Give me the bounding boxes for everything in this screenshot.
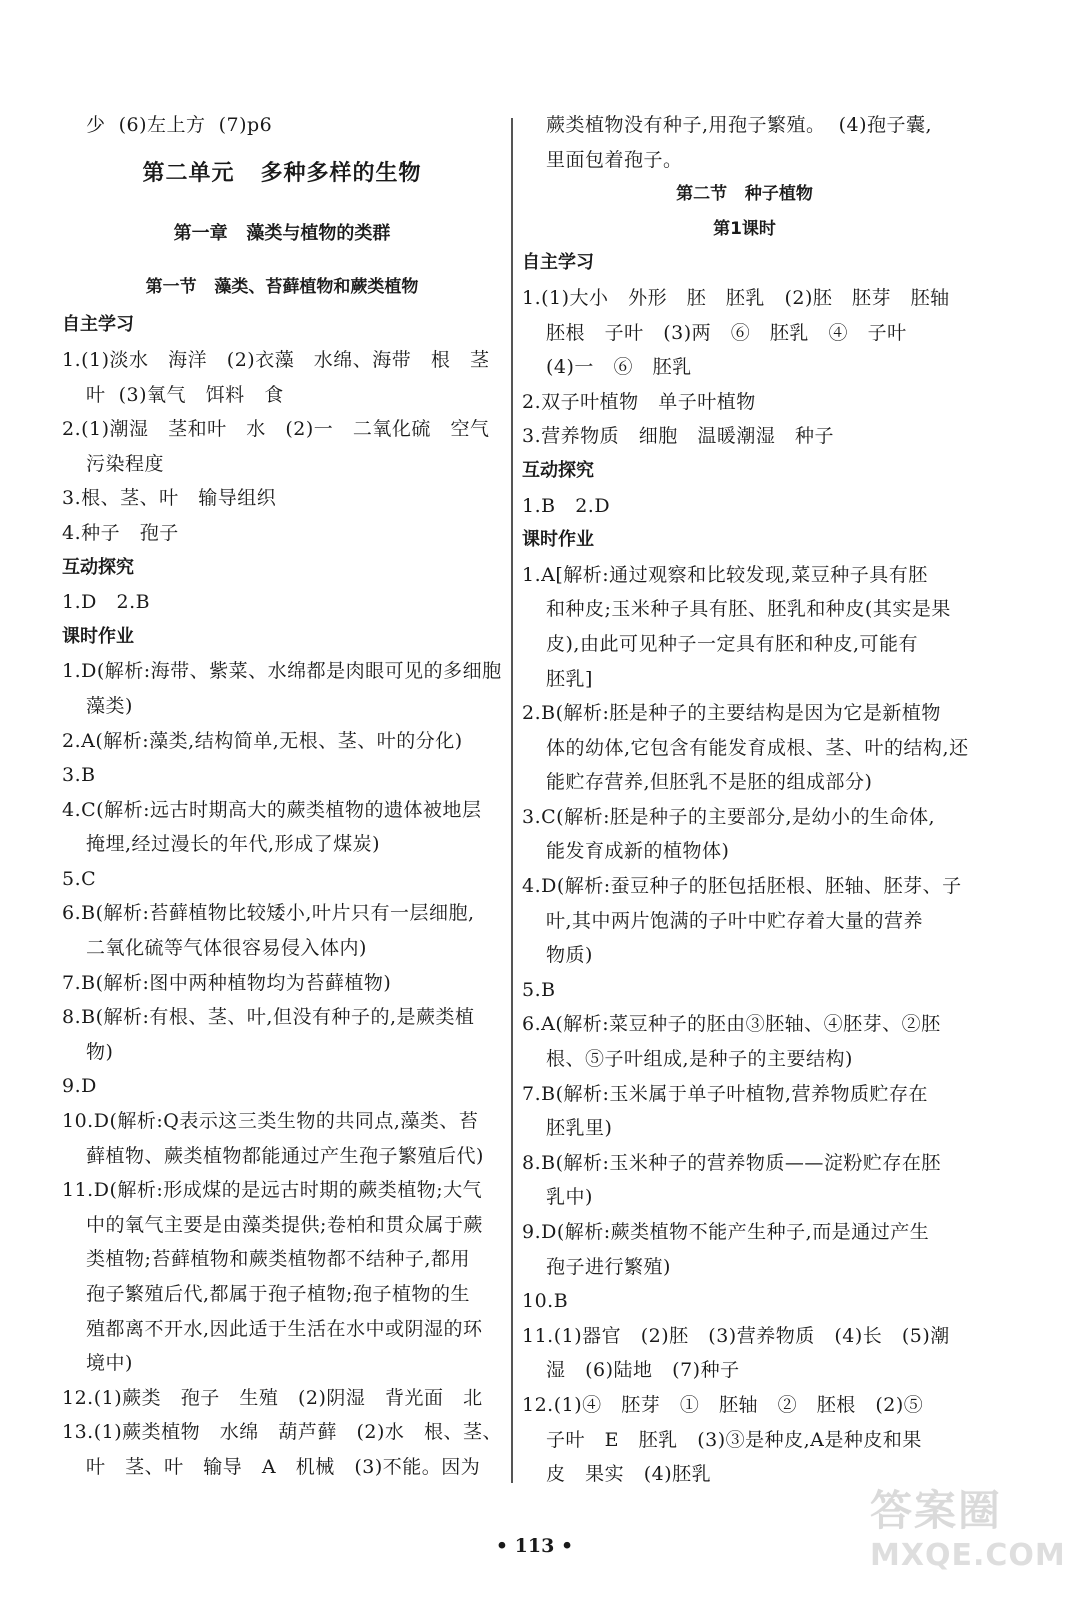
- answer-line: 2.双子叶植物 单子叶植物: [522, 390, 756, 413]
- answer-line: 二氧化硫等气体很容易侵入体内): [86, 937, 367, 960]
- chapter-title: 第一章 藻类与植物的类群: [173, 223, 391, 245]
- answer-line: 叶 茎、叶 输导 A 机械 (3)不能。因为: [86, 1455, 481, 1478]
- answer-line: 孢子繁殖后代,都属于孢子植物;孢子植物的生: [86, 1283, 470, 1305]
- answer-line: 3.C(解析:胚是种子的主要部分,是幼小的生命体,: [522, 805, 936, 828]
- answer-line: 8.B(解析:有根、茎、叶,但没有种子的,是蕨类植: [62, 1006, 475, 1029]
- answer-line: 12.(1)④ 胚芽 ① 胚轴 ② 胚根 (2)⑤: [522, 1393, 924, 1416]
- watermark-logo: [870, 1478, 1066, 1593]
- answer-line: 10.B: [522, 1290, 569, 1313]
- answer-line: 1.A[解析:通过观察和比较发现,菜豆种子具有胚: [522, 563, 928, 586]
- interactive-heading: 互动探究: [62, 556, 134, 578]
- interactive-answers: [62, 585, 502, 620]
- answer-line: 7.B(解析:玉米属于单子叶植物,营养物质贮存在: [522, 1082, 928, 1105]
- answer-line: (4)一 ⑥ 胚乳: [546, 356, 692, 379]
- self-study-heading: 自主学习: [522, 252, 594, 274]
- answer-line: 1.D 2.B: [62, 591, 151, 614]
- answer-line: 境中): [86, 1352, 133, 1375]
- section-title: 第二节 种子植物: [676, 184, 813, 205]
- answer-line: 11.D(解析:形成煤的是远古时期的蕨类植物;大气: [62, 1179, 483, 1202]
- unit-title: 第二单元 多种多样的生物: [142, 160, 422, 186]
- answer-line: 殖都离不开水,因此适于生活在水中或阴湿的环: [86, 1317, 483, 1340]
- answer-line: 11.(1)器官 (2)胚 (3)营养物质 (4)长 (5)潮: [522, 1324, 950, 1347]
- self-study-answers: [62, 343, 502, 551]
- answer-line: 类植物;苔藓植物和蕨类植物都不结种子,都用: [86, 1248, 470, 1271]
- answer-line: 物): [86, 1040, 114, 1063]
- answer-line: 9.D(解析:蕨类植物不能产生种子,而是通过产生: [522, 1221, 930, 1243]
- homework-heading: 课时作业: [522, 529, 594, 551]
- answer-line: 藻类): [86, 694, 133, 717]
- answer-line: 3.根、茎、叶 输导组织: [62, 487, 277, 510]
- page-number: • 113 •: [495, 1535, 574, 1557]
- answer-line: 物质): [546, 944, 593, 967]
- answer-line: 5.B: [522, 978, 556, 1001]
- answer-line: 能发育成新的植物体): [546, 840, 730, 863]
- answer-line: 9.D: [62, 1075, 97, 1098]
- self-study-heading: 自主学习: [62, 314, 134, 336]
- homework-answers: [62, 654, 502, 1484]
- lesson-title: 第1课时: [713, 218, 776, 239]
- left-column: [62, 108, 502, 1485]
- answer-line: 乳中): [546, 1186, 593, 1209]
- answer-line: 中的氧气主要是由藻类提供;卷柏和贯众属于蕨: [86, 1213, 483, 1236]
- right-column: [522, 108, 967, 1492]
- interactive-heading: 互动探究: [522, 459, 594, 481]
- watermark-site-text: MXQE.COM: [870, 1538, 1066, 1573]
- answer-line: 4.D(解析:蚕豆种子的胚包括胚根、胚轴、胚芽、子: [522, 875, 962, 898]
- answer-line: 6.B(解析:苔藓植物比较矮小,叶片只有一层细胞,: [62, 902, 475, 925]
- answer-line: 1.(1)大小 外形 胚 胚乳 (2)胚 胚芽 胚轴: [522, 286, 950, 309]
- answer-line: 6.A(解析:菜豆种子的胚由③胚轴、④胚芽、②胚: [522, 1013, 941, 1036]
- answer-line: 8.B(解析:玉米种子的营养物质——淀粉贮存在胚: [522, 1151, 941, 1174]
- answer-line: 1.B 2.D: [522, 494, 611, 517]
- answer-line: 3.营养物质 细胞 温暖潮湿 种子: [522, 425, 834, 448]
- answer-line: 湿 (6)陆地 (7)种子: [546, 1359, 740, 1382]
- answer-line: 叶 (3)氧气 饵料 食: [86, 383, 284, 406]
- answer-line: 叶,其中两片饱满的子叶中贮存着大量的营养: [546, 909, 924, 932]
- answer-line: 能贮存营养,但胚乳不是胚的组成部分): [546, 771, 873, 794]
- answer-line: 胚乳]: [546, 667, 593, 690]
- answer-line: 胚乳里): [546, 1117, 613, 1140]
- carry-over-line: 蕨类植物没有种子,用孢子繁殖。 (4)孢子囊,: [546, 114, 933, 136]
- answer-line: 7.B(解析:图中两种植物均为苔藓植物): [62, 971, 392, 994]
- answer-line: 胚根 子叶 (3)两 ⑥ 胚乳 ④ 子叶: [546, 321, 907, 344]
- carry-over-line: 少 (6)左上方 (7)p6: [86, 114, 273, 136]
- answer-line: 3.B: [62, 764, 96, 787]
- answer-line: 12.(1)蕨类 孢子 生殖 (2)阴湿 背光面 北: [62, 1386, 483, 1409]
- answer-line: 孢子进行繁殖): [546, 1255, 671, 1278]
- answer-line: 子叶 E 胚乳 (3)③是种皮,A是种皮和果: [546, 1428, 922, 1451]
- answer-line: 污染程度: [86, 452, 165, 475]
- homework-answers: [522, 558, 967, 1492]
- answer-line: 皮),由此可见种子一定具有胚和种皮,可能有: [546, 632, 918, 655]
- column-divider: [511, 118, 513, 1483]
- homework-heading: 课时作业: [62, 625, 134, 647]
- answer-line: 2.A(解析:藻类,结构简单,无根、茎、叶的分化): [62, 729, 463, 752]
- answer-line: 和种皮;玉米种子具有胚、胚乳和种皮(其实是果: [546, 598, 951, 621]
- answer-line: 藓植物、蕨类植物都能通过产生孢子繁殖后代): [86, 1144, 484, 1167]
- self-study-answers: [522, 281, 967, 454]
- answer-line: 10.D(解析:Q表示这三类生物的共同点,藻类、苔: [62, 1110, 479, 1133]
- answer-line: 掩埋,经过漫长的年代,形成了煤炭): [86, 833, 380, 856]
- answer-line: 5.C: [62, 867, 97, 890]
- answer-line: 根、⑤子叶组成,是种子的主要结构): [546, 1048, 853, 1071]
- watermark-logo-text: 答案圈: [870, 1486, 1003, 1535]
- answer-line: 2.B(解析:胚是种子的主要结构是因为它是新植物: [522, 702, 941, 725]
- answer-line: 13.(1)蕨类植物 水绵 葫芦藓 (2)水 根、茎、: [62, 1421, 503, 1444]
- section-title: 第一节 藻类、苔藓植物和蕨类植物: [145, 276, 419, 297]
- answer-line: 4.C(解析:远古时期高大的蕨类植物的遗体被地层: [62, 798, 482, 821]
- answer-line: 1.(1)淡水 海洋 (2)衣藻 水绵、海带 根 茎: [62, 348, 490, 371]
- answer-line: 4.种子 孢子: [62, 521, 179, 544]
- carry-over-line: 里面包着孢子。: [546, 148, 683, 171]
- interactive-answers: [522, 489, 967, 524]
- answer-line: 1.D(解析:海带、紫菜、水绵都是肉眼可见的多细胞: [62, 660, 502, 683]
- answer-line: 2.(1)潮湿 茎和叶 水 (2)一 二氧化硫 空气: [62, 418, 490, 441]
- answer-line: 皮 果实 (4)胚乳: [546, 1463, 712, 1486]
- answer-line: 体的幼体,它包含有能发育成根、茎、叶的结构,还: [546, 736, 969, 759]
